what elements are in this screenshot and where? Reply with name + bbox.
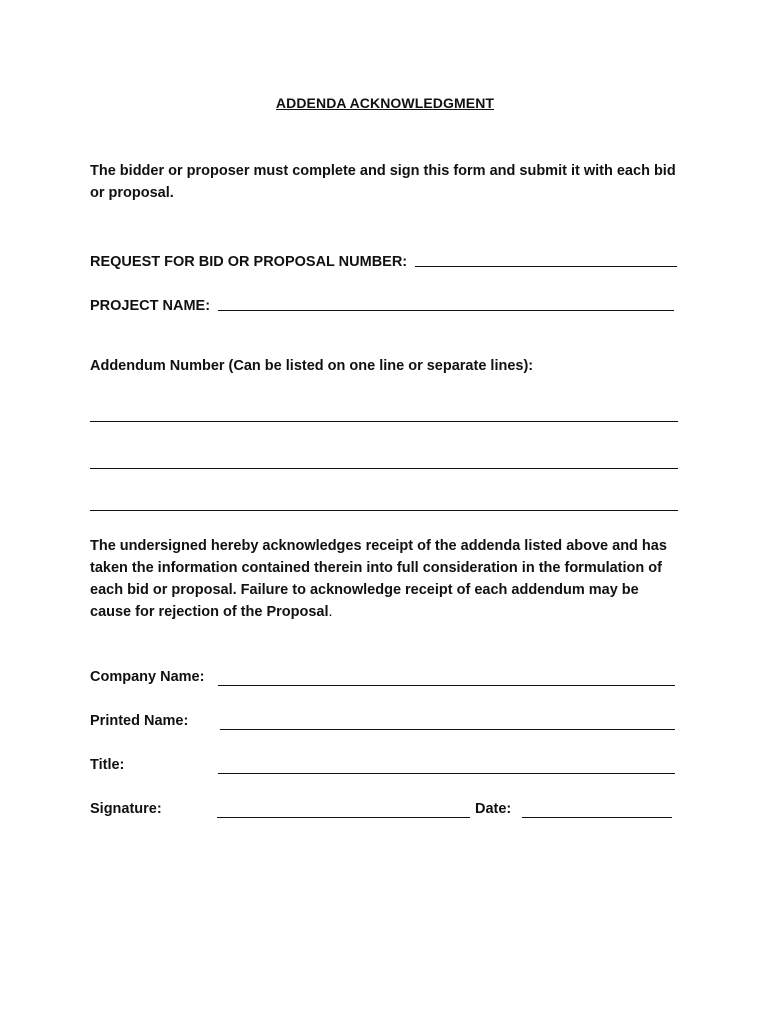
rfp-number-label: REQUEST FOR BID OR PROPOSAL NUMBER: — [90, 254, 408, 270]
addendum-number-field-2[interactable] — [90, 468, 678, 469]
signature-label: Signature: — [90, 801, 162, 817]
company-name-field[interactable] — [218, 671, 675, 686]
acknowledgment-paragraph — [90, 535, 680, 623]
project-name-row — [90, 292, 680, 314]
page-title: ADDENDA ACKNOWLEDGMENT — [275, 95, 495, 111]
intro-paragraph: The bidder or proposer must complete and sign this form and submit it with each bid or proposal. — [90, 163, 676, 201]
acknowledgment-text: The undersigned hereby acknowledges receipt of the addenda listed above and has taken the information contained therein into full consideration in the formulation of each bid or proposal. Failure to acknowledge receipt of each addendum may be cause for rejection of the Proposal — [90, 538, 667, 620]
printed-name-label: Printed Name: — [90, 713, 189, 729]
company-name-label: Company Name: — [90, 669, 205, 685]
rfp-number-field[interactable] — [415, 252, 677, 267]
date-label: Date: — [475, 801, 512, 817]
project-name-label: PROJECT NAME: — [90, 298, 211, 314]
rfp-number-row — [90, 248, 680, 270]
printed-name-field[interactable] — [220, 715, 675, 730]
addendum-number-field-1[interactable] — [90, 421, 678, 422]
title-label: Title: — [90, 757, 125, 773]
acknowledgment-period: . — [328, 604, 333, 620]
addendum-number-field-3[interactable] — [90, 510, 678, 511]
signature-field[interactable] — [217, 803, 470, 818]
project-name-field[interactable] — [218, 296, 674, 311]
date-field[interactable] — [522, 803, 672, 818]
addendum-number-label: Addendum Number (Can be listed on one line or separate lines): — [90, 358, 534, 374]
title-field[interactable] — [218, 759, 675, 774]
